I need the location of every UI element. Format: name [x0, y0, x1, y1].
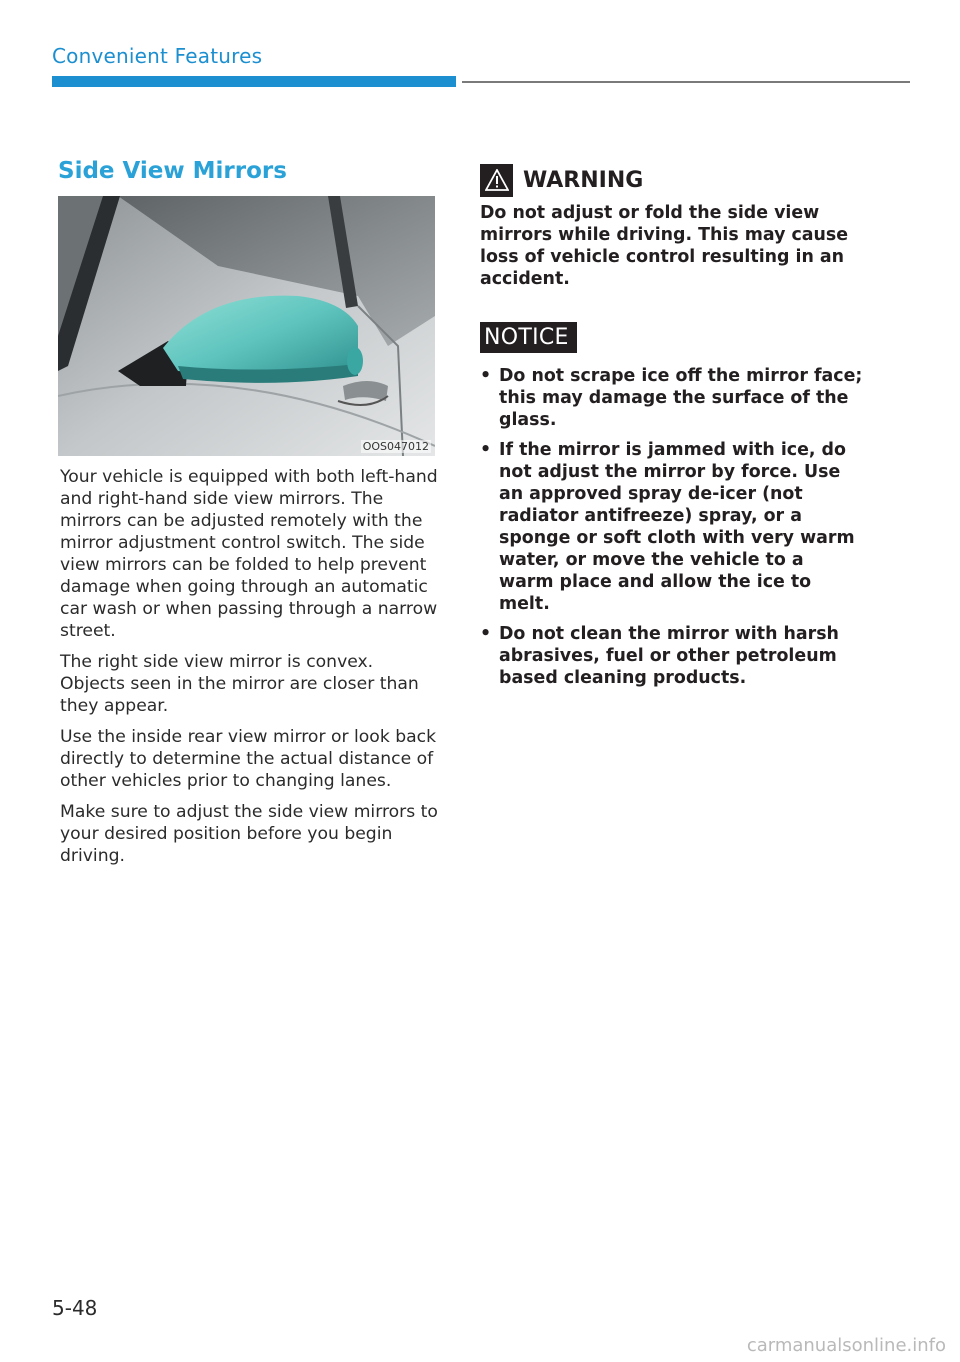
figure-code: OOS047012 [362, 440, 429, 453]
header-section-title: Convenient Features [52, 44, 263, 68]
page-number: 5-48 [52, 1296, 98, 1320]
watermark: carmanualsonline.info [746, 1335, 946, 1356]
body-paragraph: Make sure to adjust the side view mirrors to your desired position before you begin driving. [60, 802, 438, 866]
notice-item: • If the mirror is jammed with ice, do not adjust the mirror by force. Use an approved spray de-icer (not radiator antifreeze) spray, or a sponge or soft cloth with very warm water, or move the vehicle to a warm place and allow the ice to melt. [480, 439, 864, 615]
body-text [60, 466, 438, 876]
warning-triangle-icon [480, 164, 513, 197]
notice-list [480, 365, 864, 689]
warning-label: WARNING [523, 167, 644, 193]
warning-header [480, 160, 864, 200]
header-divider [462, 81, 910, 83]
body-paragraph: Your vehicle is equipped with both left-hand and right-hand side view mirrors. The mirrors can be adjusted remotely with the mirror adjustment control switch. The side view mirrors can be folded to help prevent damage when going through an automatic car wash or when passing through a narrow street. [60, 467, 438, 641]
header-accent-bar [52, 76, 456, 87]
notice-item: • Do not scrape ice off the mirror face; this may damage the surface of the glass. [480, 365, 864, 431]
notice-label: NOTICE [480, 322, 577, 353]
side-mirror-drawing [58, 196, 435, 456]
warning-text: Do not adjust or fold the side view mirrors while driving. This may cause loss of vehicle control resulting in an accident. [480, 203, 849, 289]
side-mirror-illustration [58, 196, 435, 456]
section-title: Side View Mirrors [58, 158, 287, 184]
safety-column [480, 160, 864, 697]
notice-item: • Do not clean the mirror with harsh abrasives, fuel or other petroleum based cleaning products. [480, 623, 864, 689]
body-paragraph: The right side view mirror is convex. Objects seen in the mirror are closer than they appear. [60, 652, 419, 716]
body-paragraph: Use the inside rear view mirror or look back directly to determine the actual distance of other vehicles prior to changing lanes. [60, 727, 437, 791]
